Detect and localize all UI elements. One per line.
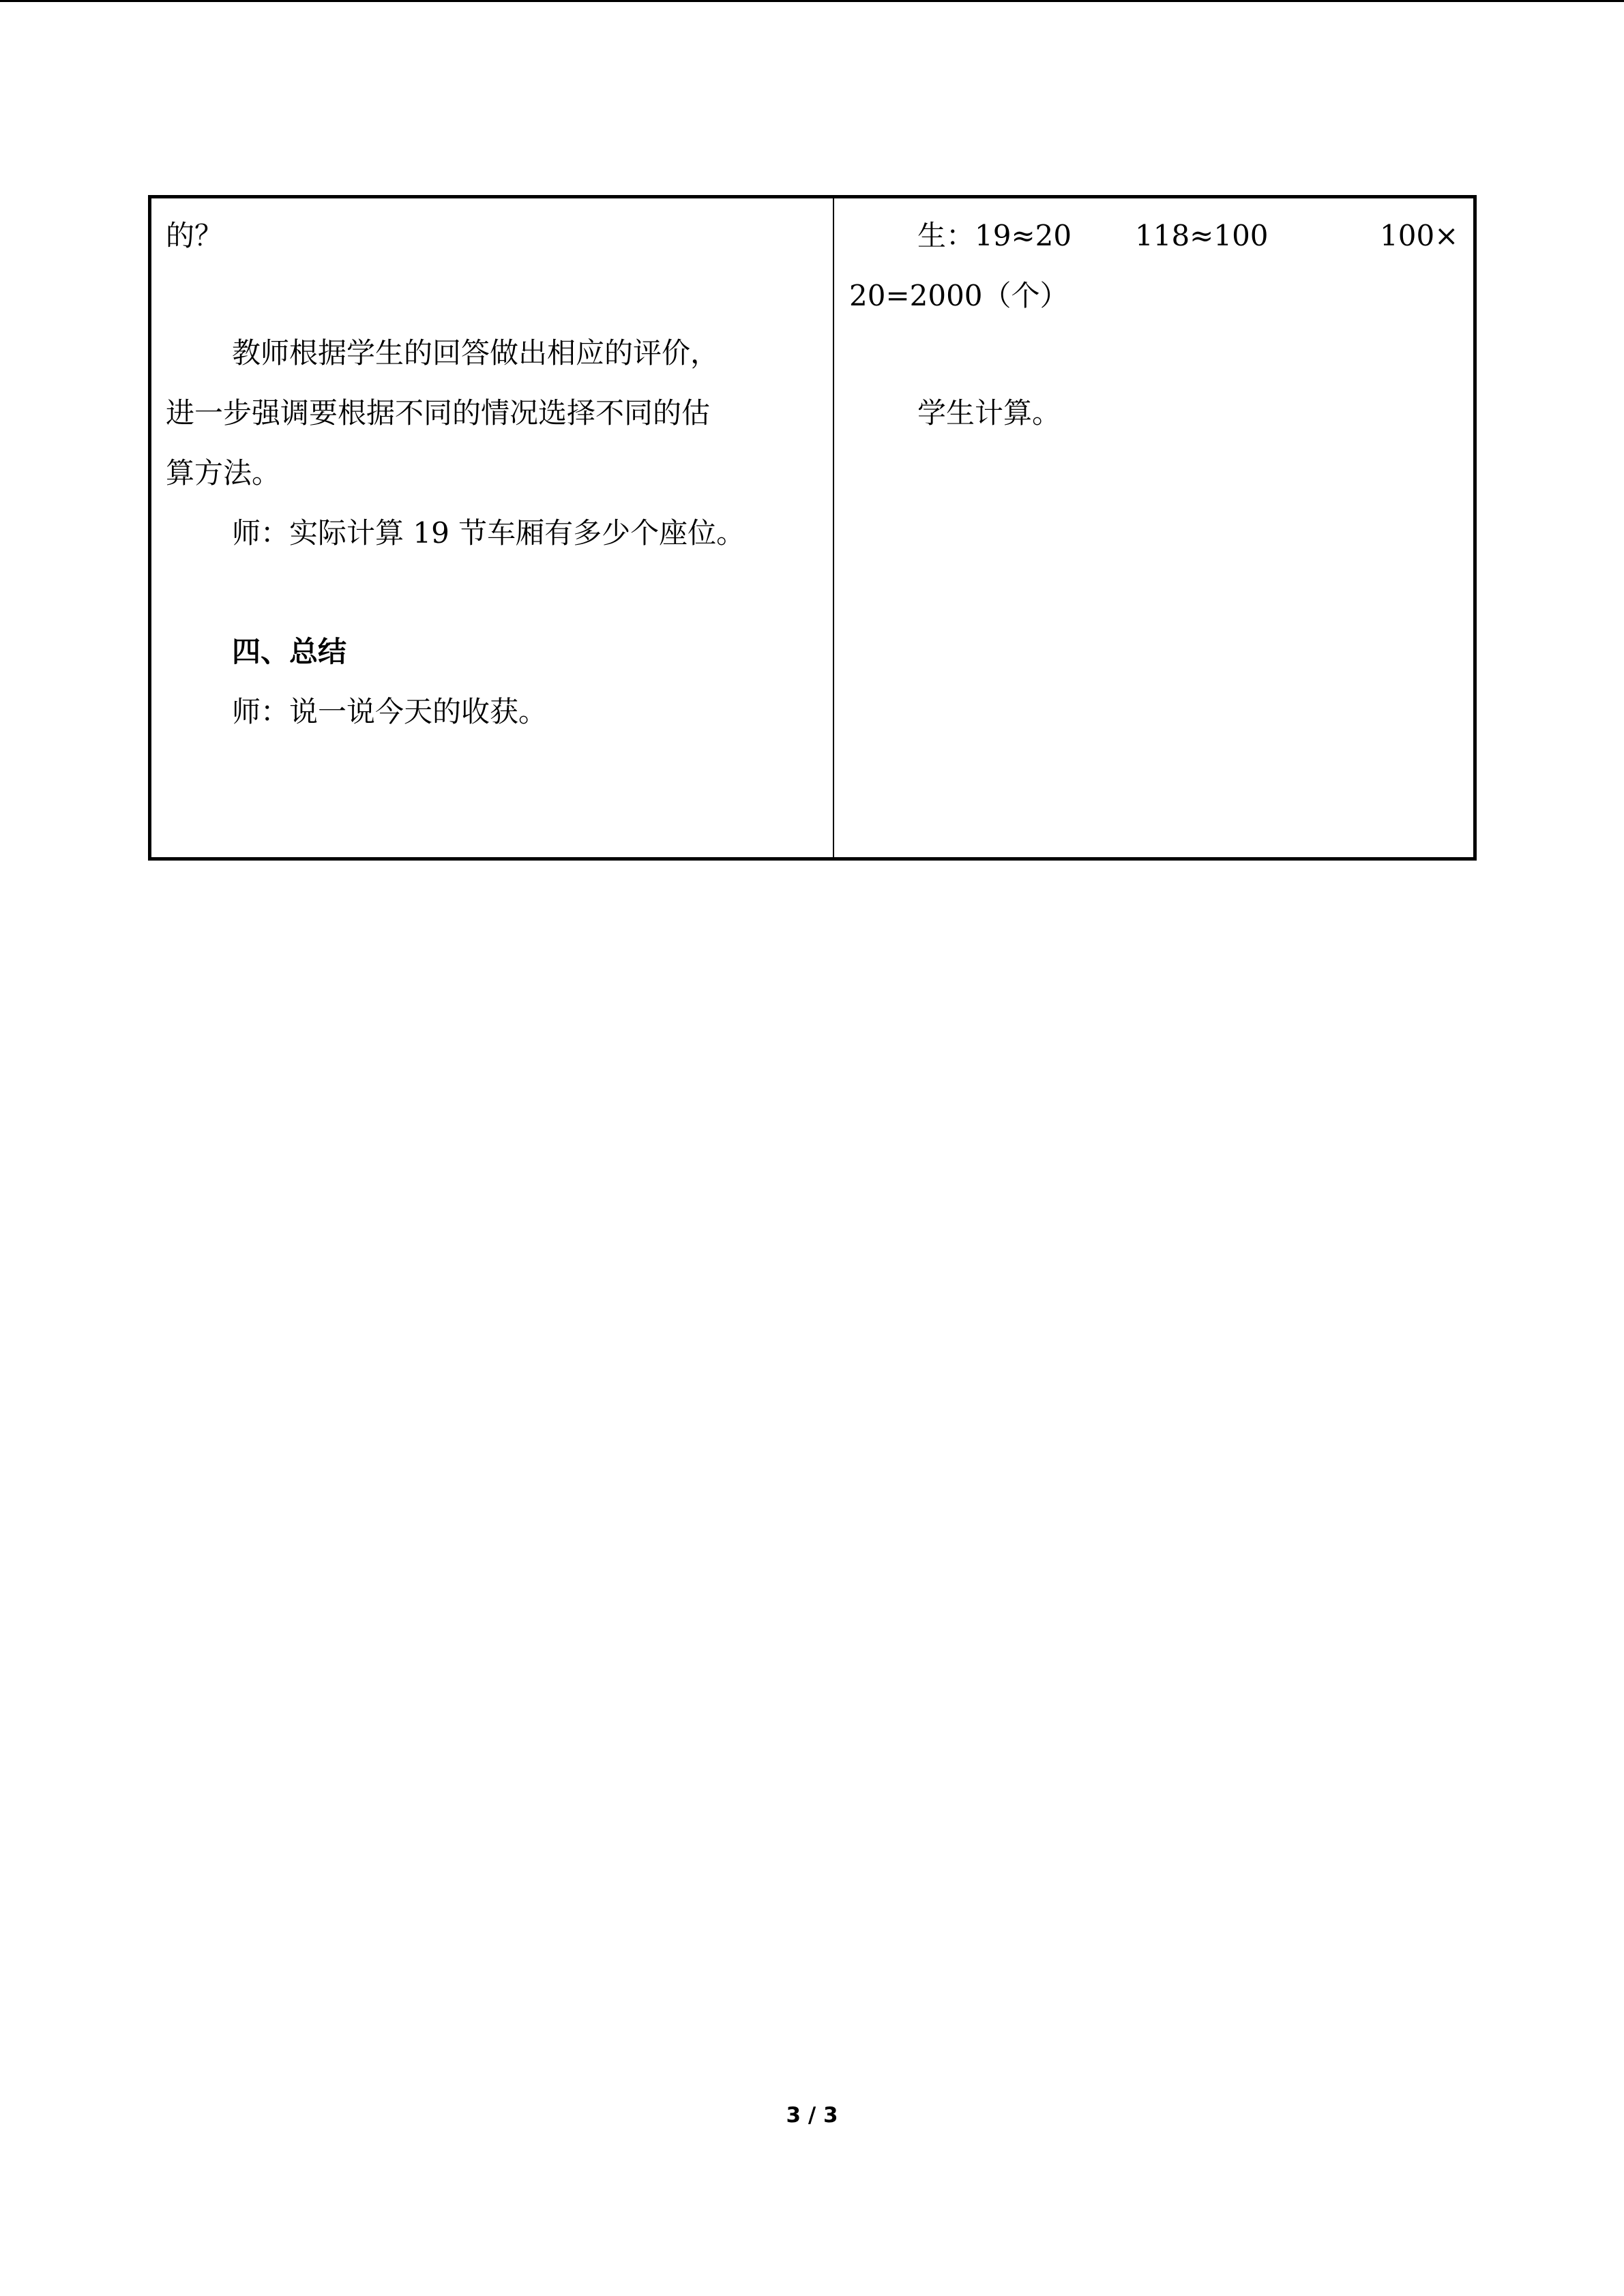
evaluation-line-1: 教师根据学生的回答做出相应的评价， xyxy=(232,336,720,370)
page-number: 3 / 3 xyxy=(786,2103,838,2128)
student-estimate-118: 118≈100 xyxy=(1135,219,1269,252)
teacher-activity-cell xyxy=(151,198,834,857)
evaluation-line-3: 算方法。 xyxy=(166,456,281,490)
student-product-start: 100× xyxy=(1380,219,1459,252)
teacher-summary-line: 师：说一说今天的收获。 xyxy=(232,695,548,728)
evaluation-line-2: 进一步强调要根据不同的情况选择不同的估 xyxy=(166,396,711,430)
student-activity-cell xyxy=(834,198,1473,857)
teacher-actual-calc-line: 师：实际计算 19 节车厢有多少个座位。 xyxy=(232,516,745,550)
continued-question-line: 的？ xyxy=(166,219,224,252)
lesson-plan-table xyxy=(148,195,1477,861)
page-top-border xyxy=(0,0,1624,2)
student-product-result: 20=2000（个） xyxy=(849,279,1069,312)
summary-heading: 四、总结 xyxy=(232,635,347,668)
student-calculation-line: 学生计算。 xyxy=(917,396,1061,430)
student-estimate-19: 生：19≈20 xyxy=(917,219,1072,252)
